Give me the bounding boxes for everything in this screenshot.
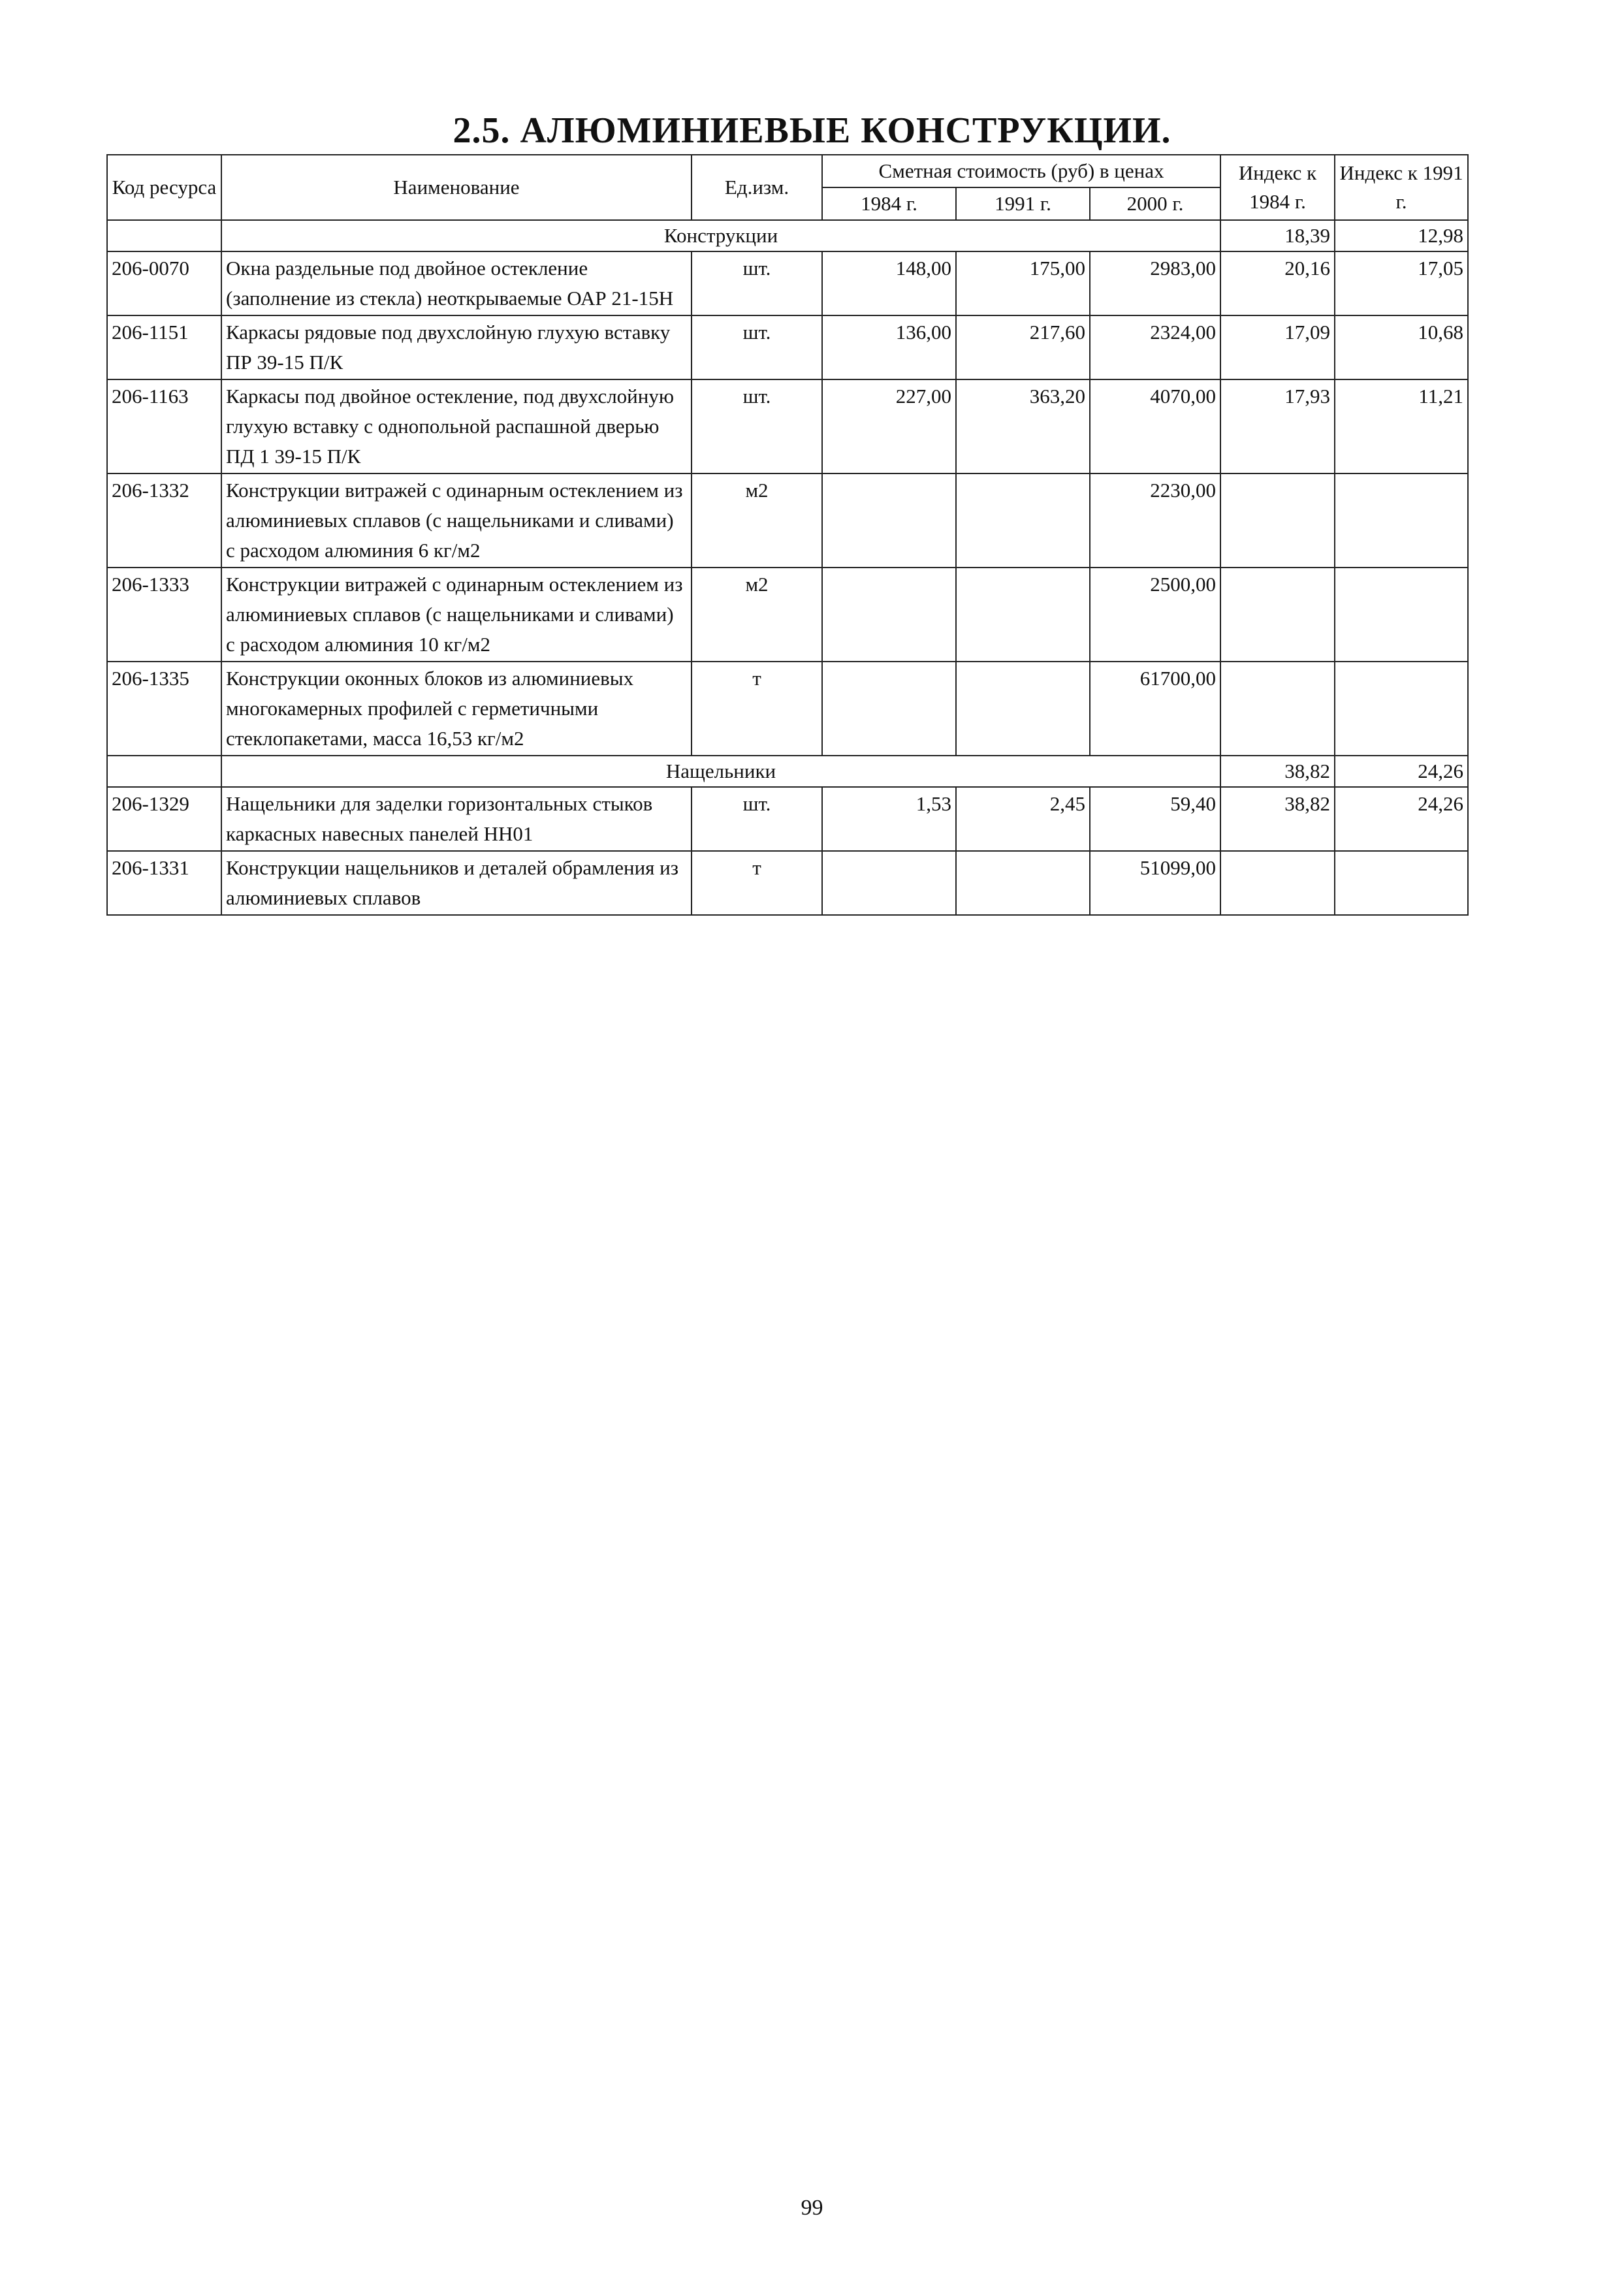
page-number: 99 bbox=[801, 2196, 823, 2220]
price-2000: 2983,00 bbox=[1090, 251, 1220, 315]
section-row bbox=[107, 220, 1468, 251]
price-1984 bbox=[822, 473, 956, 568]
header-year-2000: 2000 г. bbox=[1090, 187, 1220, 220]
price-2000: 4070,00 bbox=[1090, 379, 1220, 473]
resource-name: Конструкции нащельников и деталей обрамления из алюминиевых сплавов bbox=[221, 851, 692, 915]
resource-name: Конструкции витражей с одинарным остеклением из алюминиевых сплавов (с нащельниками и сливами) с расходом алюминия 10 кг/м2 bbox=[221, 568, 692, 662]
table-row bbox=[107, 568, 1468, 662]
section-code-cell bbox=[107, 220, 221, 251]
price-1991: 2,45 bbox=[956, 787, 1090, 851]
price-1991 bbox=[956, 662, 1090, 756]
index-1984 bbox=[1220, 662, 1335, 756]
price-1984: 136,00 bbox=[822, 315, 956, 379]
resource-code: 206-1335 bbox=[107, 662, 221, 756]
resource-name: Окна раздельные под двойное остекление (заполнение из стекла) неоткрываемые ОАР 21-15Н bbox=[221, 251, 692, 315]
resource-code: 206-1151 bbox=[107, 315, 221, 379]
table-row bbox=[107, 473, 1468, 568]
resource-name: Нащельники для заделки горизонтальных стыков каркасных навесных панелей НН01 bbox=[221, 787, 692, 851]
resource-name: Конструкции витражей с одинарным остеклением из алюминиевых сплавов (с нащельниками и сливами) с расходом алюминия 6 кг/м2 bbox=[221, 473, 692, 568]
price-2000: 2324,00 bbox=[1090, 315, 1220, 379]
header-year-1991: 1991 г. bbox=[956, 187, 1090, 220]
section-index-1991: 24,26 bbox=[1335, 756, 1468, 787]
price-2000: 2500,00 bbox=[1090, 568, 1220, 662]
section-row bbox=[107, 756, 1468, 787]
price-1984 bbox=[822, 851, 956, 915]
price-1984: 227,00 bbox=[822, 379, 956, 473]
table-row bbox=[107, 379, 1468, 473]
table-header bbox=[107, 155, 1468, 220]
table-row bbox=[107, 787, 1468, 851]
resource-unit: м2 bbox=[692, 473, 822, 568]
index-1984: 20,16 bbox=[1220, 251, 1335, 315]
price-table bbox=[106, 154, 1469, 916]
resource-code: 206-1329 bbox=[107, 787, 221, 851]
section-title: Нащельники bbox=[221, 756, 1220, 787]
header-unit: Ед.изм. bbox=[692, 155, 822, 220]
index-1991: 24,26 bbox=[1335, 787, 1468, 851]
resource-code: 206-1163 bbox=[107, 379, 221, 473]
section-code-cell bbox=[107, 756, 221, 787]
price-2000: 59,40 bbox=[1090, 787, 1220, 851]
page-title: 2.5. АЛЮМИНИЕВЫЕ КОНСТРУКЦИИ. bbox=[453, 110, 1171, 151]
price-1984 bbox=[822, 662, 956, 756]
index-1991: 11,21 bbox=[1335, 379, 1468, 473]
table-row bbox=[107, 851, 1468, 915]
price-1991: 217,60 bbox=[956, 315, 1090, 379]
index-1984 bbox=[1220, 851, 1335, 915]
price-1991 bbox=[956, 473, 1090, 568]
index-1991 bbox=[1335, 851, 1468, 915]
section-index-1984: 38,82 bbox=[1220, 756, 1335, 787]
section-index-1984: 18,39 bbox=[1220, 220, 1335, 251]
index-1984: 38,82 bbox=[1220, 787, 1335, 851]
resource-unit: шт. bbox=[692, 379, 822, 473]
table-row bbox=[107, 662, 1468, 756]
header-index-1984: Индекс к 1984 г. bbox=[1220, 155, 1335, 220]
resource-unit: шт. bbox=[692, 251, 822, 315]
resource-unit: шт. bbox=[692, 315, 822, 379]
price-1984: 1,53 bbox=[822, 787, 956, 851]
price-1991 bbox=[956, 568, 1090, 662]
price-1984: 148,00 bbox=[822, 251, 956, 315]
price-1991: 175,00 bbox=[956, 251, 1090, 315]
index-1991 bbox=[1335, 568, 1468, 662]
price-2000: 2230,00 bbox=[1090, 473, 1220, 568]
resource-unit: т bbox=[692, 851, 822, 915]
index-1984 bbox=[1220, 568, 1335, 662]
index-1984: 17,09 bbox=[1220, 315, 1335, 379]
table-row bbox=[107, 315, 1468, 379]
section-title: Конструкции bbox=[221, 220, 1220, 251]
index-1991: 17,05 bbox=[1335, 251, 1468, 315]
table-body bbox=[107, 220, 1468, 915]
resource-code: 206-1333 bbox=[107, 568, 221, 662]
resource-name: Конструкции оконных блоков из алюминиевых многокамерных профилей с герметичными стеклопакетами, масса 16,53 кг/м2 bbox=[221, 662, 692, 756]
price-1991 bbox=[956, 851, 1090, 915]
resource-unit: т bbox=[692, 662, 822, 756]
resource-code: 206-1332 bbox=[107, 473, 221, 568]
resource-unit: м2 bbox=[692, 568, 822, 662]
header-year-1984: 1984 г. bbox=[822, 187, 956, 220]
resource-code: 206-1331 bbox=[107, 851, 221, 915]
resource-unit: шт. bbox=[692, 787, 822, 851]
price-2000: 51099,00 bbox=[1090, 851, 1220, 915]
index-1991 bbox=[1335, 662, 1468, 756]
section-index-1991: 12,98 bbox=[1335, 220, 1468, 251]
index-1991 bbox=[1335, 473, 1468, 568]
header-code: Код ресурса bbox=[107, 155, 221, 220]
price-1984 bbox=[822, 568, 956, 662]
resource-name: Каркасы рядовые под двухслойную глухую вставку ПР 39-15 П/К bbox=[221, 315, 692, 379]
index-1984: 17,93 bbox=[1220, 379, 1335, 473]
price-2000: 61700,00 bbox=[1090, 662, 1220, 756]
header-index-1991: Индекс к 1991 г. bbox=[1335, 155, 1468, 220]
header-cost-group: Сметная стоимость (руб) в ценах bbox=[822, 155, 1220, 187]
index-1984 bbox=[1220, 473, 1335, 568]
price-1991: 363,20 bbox=[956, 379, 1090, 473]
resource-code: 206-0070 bbox=[107, 251, 221, 315]
header-name: Наименование bbox=[221, 155, 692, 220]
resource-name: Каркасы под двойное остекление, под двухслойную глухую вставку с однопольной распашной дверью ПД 1 39-15 П/К bbox=[221, 379, 692, 473]
index-1991: 10,68 bbox=[1335, 315, 1468, 379]
table-row bbox=[107, 251, 1468, 315]
